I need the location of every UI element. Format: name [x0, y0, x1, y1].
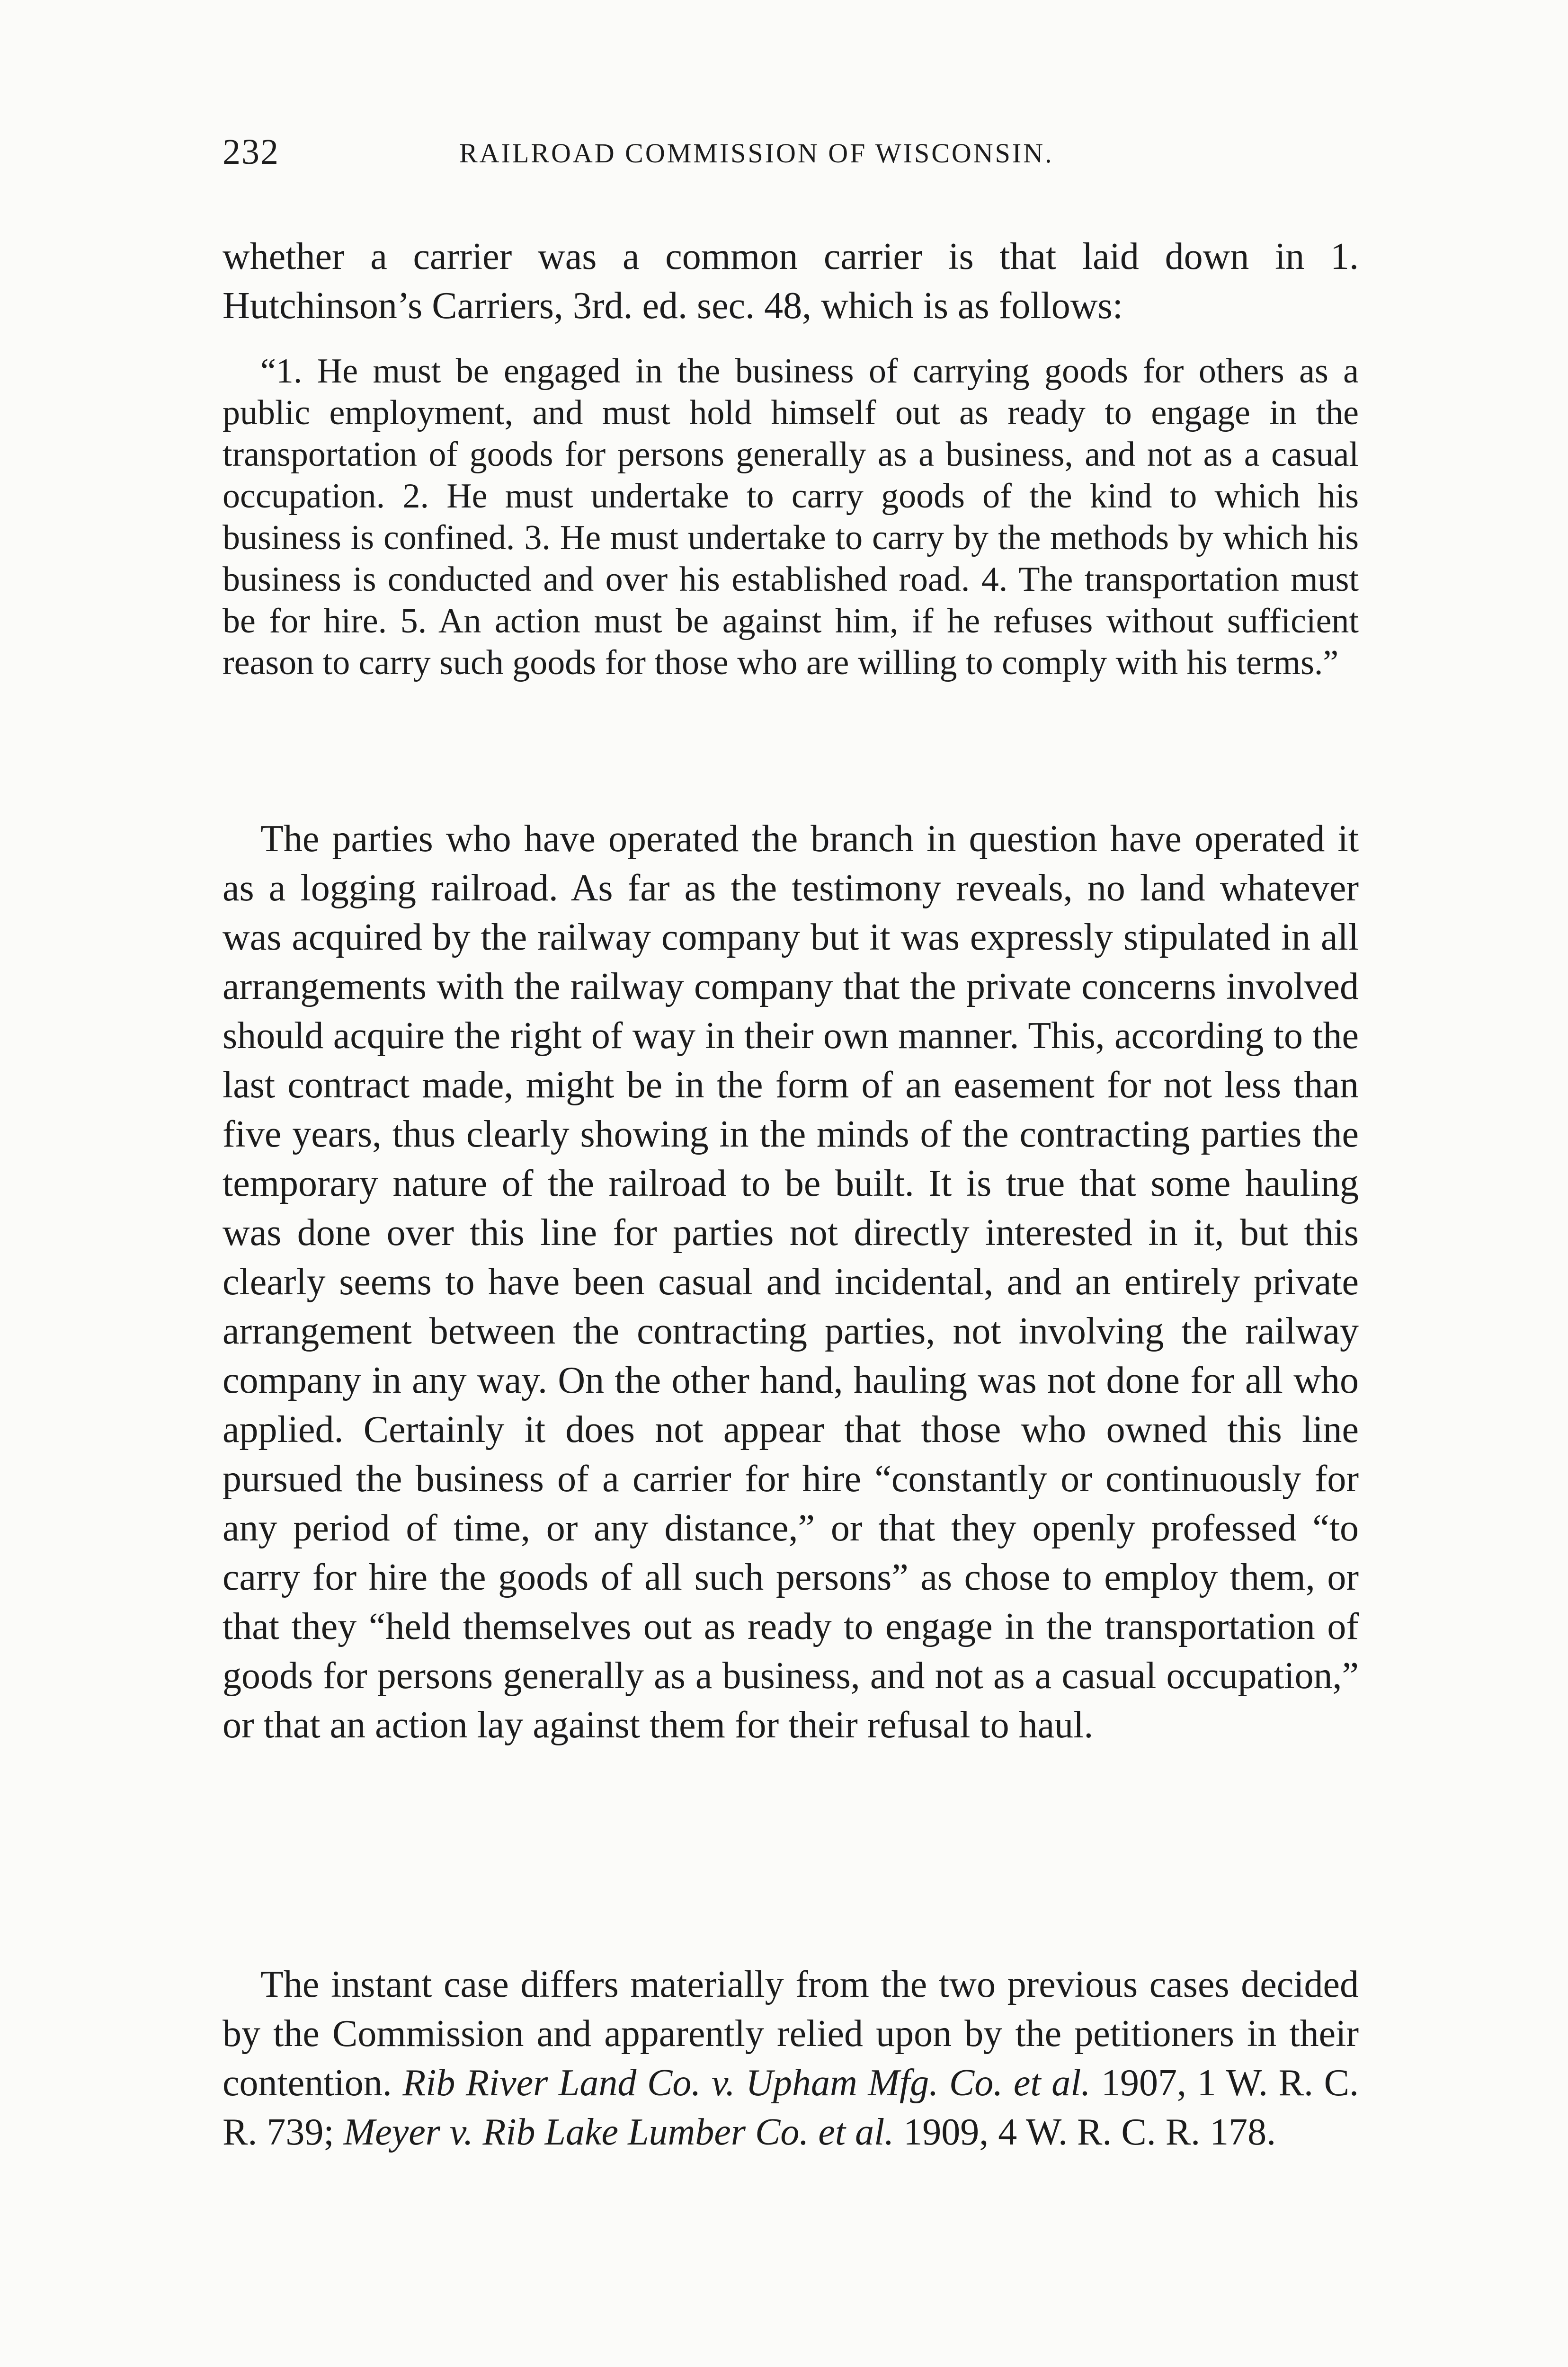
case-citation-1-name: Rib River Land Co. v. Upham Mfg. Co. et al.: [402, 2062, 1091, 2104]
case-citation-2-ref: 1909, 4 W. R. C. R. 178.: [894, 2111, 1276, 2153]
paragraph-2-text: [223, 1960, 1359, 2157]
paragraph-1-text: The parties who have operated the branch in question have operated it as a logging railroad. As far as the testimony reveals, no land whatever was acquired by the railway company but it was expressly stipulated in all arrangements with the railway company that the private concerns involved should acquire the right of way in their own manner. This, according to the last contract made, might be in the form of an easement for not less than five years, thus clearly showing in the minds of the contracting parties the temporary nature of the railroad to be built. It is true that some hauling was done over this line for parties not directly interested in it, but this clearly seems to have been casual and incidental, and an entirely private arrangement between the contracting parties, not involving the railway company in any way. On the other hand, hauling was not done for all who applied. Certainly it does not appear that those who owned this line pursued the business of a carrier for hire “constantly or continuously for any period of time, or any distance,” or that they openly professed “to carry for hire the goods of all such persons” as chose to employ them, or that they “held themselves out as ready to engage in the transportation of goods for persons generally as a business, and not as a casual occupation,” or that an action lay against them for their refusal to haul.: [223, 818, 1359, 1746]
quote-text: “1. He must be engaged in the business of carrying goods for others as a public employment, and must hold himself out as ready to engage in the transportation of goods for persons generally as a business, and not as a casual occupation. 2. He must undertake to carry goods of the kind to which his business is confined. 3. He must undertake to carry by the methods by which his business is conducted and over his established road. 4. The transportation must be for hire. 5. An action must be against him, if he refuses without sufficient reason to carry such goods for those who are willing to comply with his terms.”: [223, 352, 1359, 682]
running-head: RAILROAD COMMISSION OF WISCONSIN.: [459, 138, 1054, 169]
case-citation-2-name: Meyer v. Rib Lake Lumber Co. et al.: [343, 2111, 894, 2153]
paragraph-2-lead: The instant case differs materially from the two previous cases decided by the Commission and apparently relied upon by the petitioners in their contention.: [223, 1964, 1359, 2104]
page-number: 232: [223, 132, 279, 172]
body-paragraph-2: [223, 1960, 1359, 2157]
case-citation-1-ref: 1907, 1 W. R. C. R. 739;: [223, 2062, 1359, 2153]
block-quote: [223, 350, 1359, 684]
intro-text: whether a carrier was a common carrier is that laid down in 1. Hutchinson’s Carriers, 3rd. ed. sec. 48, which is as follows:: [223, 236, 1359, 327]
page-header: [223, 132, 1349, 184]
body-paragraph-1: [223, 814, 1359, 1750]
intro-paragraph: [223, 232, 1359, 330]
